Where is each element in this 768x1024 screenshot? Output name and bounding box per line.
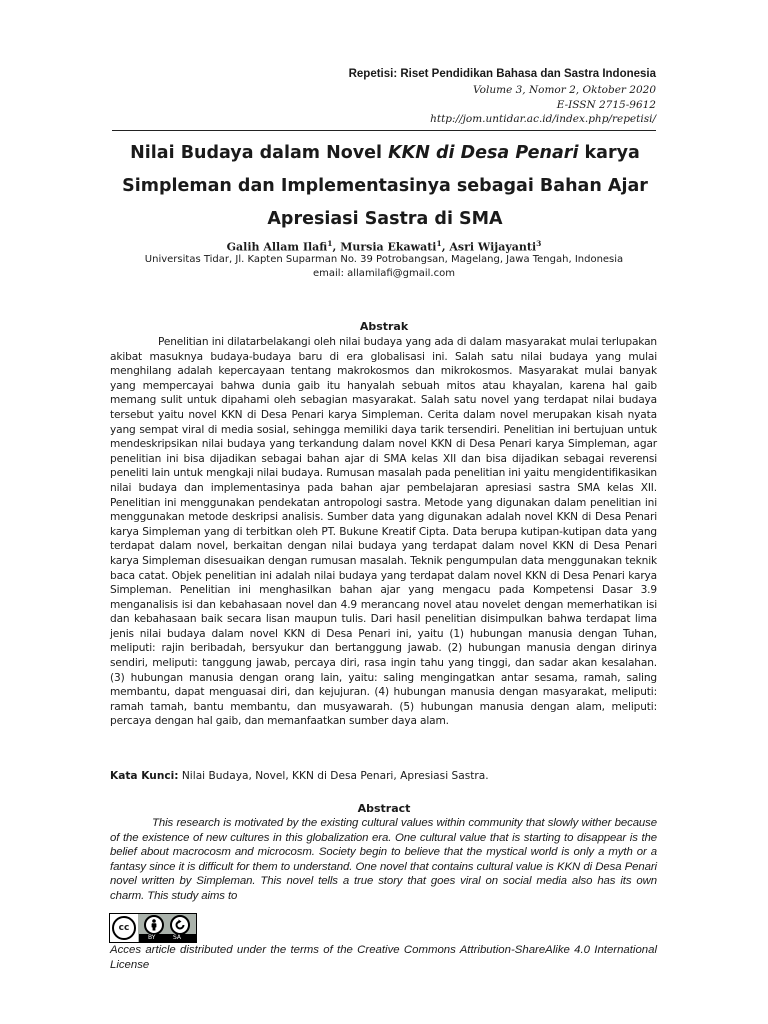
person-icon — [146, 917, 162, 933]
header-divider — [112, 130, 656, 131]
title-text: Nilai Budaya dalam Novel — [130, 143, 389, 163]
title-text: karya — [578, 143, 640, 163]
cc-badge-strip — [139, 934, 196, 942]
creative-commons-badge[interactable] — [109, 913, 197, 943]
paper-title-line-3: Apresiasi Sastra di SMA — [267, 209, 503, 229]
journal-url[interactable]: http://jom.untidar.ac.id/index.php/repetisi/ — [430, 113, 656, 125]
paper-title-line-2: Simpleman dan Implementasinya sebagai Bahan Ajar — [122, 176, 648, 196]
abstrak-body: Penelitian ini dilatarbelakangi oleh nilai budaya yang ada di dalam masyarakat mulai terlupakan akibat masuknya budaya-budaya baru di era globalisasi ini. Salah satu nilai budaya yang mulai menghilang adalah kepercayaan tentang makrokosmos dan mikrokosmos. Masyarakat mulai banyak yang mempercayai bahwa dunia gaib itu hanyalah sebuah mitos atau khayalan, karena hal gaib memang sulit untuk dipahami oleh sebagian masyarakat. Salah satu novel yang terdapat nilai budaya tersebut yaitu novel KKN di Desa Penari karya Simpleman. Cerita dalam novel merupakan kisah nyata yang sempat viral di media sosial, sehingga memiliki daya tarik tersendiri. Penelitian ini bertujuan untuk mendeskripsikan nilai budaya yang terkandung dalam novel KKN di Desa Penari karya Simpleman, agar penelitian ini bisa dijadikan sebagai bahan ajar di SMA kelas XII dan bisa dijadikan sebagai reverensi peneliti lain untuk mengkaji nilai budaya. Rumusan masalah pada penelitian ini yaitu mengidentifikasikan nilai budaya dan implementasinya pada bahan ajar pembelajaran apresiasi sastra SMA kelas XII. Penelitian ini menggunakan pendekatan antropologi sastra. Metode yang digunakan dalam penelitian ini menggunakan metode deskripsi analisis. Sumber data yang digunakan adalah novel KKN di Desa Penari karya Simpleman yang di terbitkan oleh PT. Bukune Kreatif Cipta. Data berupa kutipan-kutipan data yang terdapat dalam novel, berkaitan dengan nilai budaya yang terdapat dalam novel KKN di Desa Penari karya Simpleman disesuaikan dengan rumusan masalah. Teknik pengumpulan data menggunakan teknik baca catat. Objek penelitian ini adalah nilai budaya yang terdapat dalam novel KKN di Desa Penari karya Simpleman. Penelitian ini menghasilkan bahan ajar yang mengacu pada Kompetensi Dasar 3.9 menganalisis isi dan kebahasaan novel dan 4.9 merancang novel atau novelet dengan memerhatikan isi dan kebahasaan baik secara lisan maupun tulis. Dari hasil penelitian disimpulkan bahwa terdapat lima jenis nilai budaya dalam novel KKN di Desa Penari ini, yaitu (1) hubungan manusia dengan Tuhan, meliputi: rajin beribadah, bersyukur dan bertanggung jawab. (2) hubungan manusia dengan dirinya sendiri, meliputi: tanggung jawab, percaya diri, rasa ingin tahu yang tinggi, dan sadar akan kesalahan. (3) hubungan manusia dengan orang lain, yaitu: saling mengingatkan antar sesama, ramah, saling membantu, dapat menguasai diri, dan kejujuran. (4) hubungan manusia dengan masyarakat, meliputi: ramah tamah, bantu membantu, dan musyawarah. (5) hubungan manusia dengan alam, meliputi: percaya dengan hal gaib, dan memanfaatkan sumber daya alam. — [110, 336, 657, 728]
keywords-label: Kata Kunci: — [110, 770, 179, 782]
author-email[interactable]: email: allamilafi@gmail.com — [313, 268, 455, 279]
author-name: Mursia Ekawati — [340, 240, 437, 254]
journal-issn: E-ISSN 2715-9612 — [556, 99, 656, 111]
license-text: Acces article distributed under the terms of the Creative Commons Attribution-ShareAlike 4.0 International License — [110, 944, 657, 971]
cc-sa-label: SA — [173, 934, 182, 941]
cc-icon: cc — [112, 916, 136, 940]
attribution-icon — [144, 915, 164, 935]
author-affiliation-mark: 1 — [436, 239, 442, 248]
keywords-list: Nilai Budaya, Novel, KKN di Desa Penari, Apresiasi Sastra. — [178, 770, 489, 782]
author-name: Asri Wijayanti — [449, 240, 537, 254]
author-list: Galih Allam Ilafi$^1$, Mursia Ekawati$^1$, Asri Wijayanti$^3$ — [226, 239, 542, 254]
author-name: Galih Allam Ilafi — [226, 240, 328, 254]
journal-volume: Volume 3, Nomor 2, Oktober 2020 — [473, 84, 656, 96]
abstract-heading: Abstract — [357, 802, 411, 815]
author-affiliation-mark: 1 — [327, 239, 333, 248]
share-alike-icon — [170, 915, 190, 935]
keywords — [110, 770, 657, 782]
author-affiliation-mark: 3 — [536, 239, 542, 248]
abstrak-heading: Abstrak — [359, 320, 409, 333]
journal-name: Repetisi: Riset Pendidikan Bahasa dan Sastra Indonesia — [348, 68, 656, 80]
cc-by-label: BY — [148, 934, 156, 941]
share-alike-arrow-icon — [172, 917, 188, 933]
abstract-body: This research is motivated by the existing cultural values within community that slowly wither because of the existence of new cultures in this globalization era. One cultural value that is starting to disappear is the belief about macrocosm and microcosm. Society begin to believe that the mystical world is only a myth or a fantasy since it is difficult for them to understand. One novel that contains cultural value is KKN di Desa Penari novel written by Simpleman. This novel tells a true story that goes viral on social media also has its own charm. This study aims to — [110, 817, 657, 902]
affiliation: Universitas Tidar, Jl. Kapten Suparman No. 39 Potrobangsan, Magelang, Jawa Tengah, Indonesia — [144, 254, 624, 265]
title-novel-name: KKN di Desa Penari — [388, 143, 579, 163]
paper-title-line-1 — [90, 143, 680, 163]
